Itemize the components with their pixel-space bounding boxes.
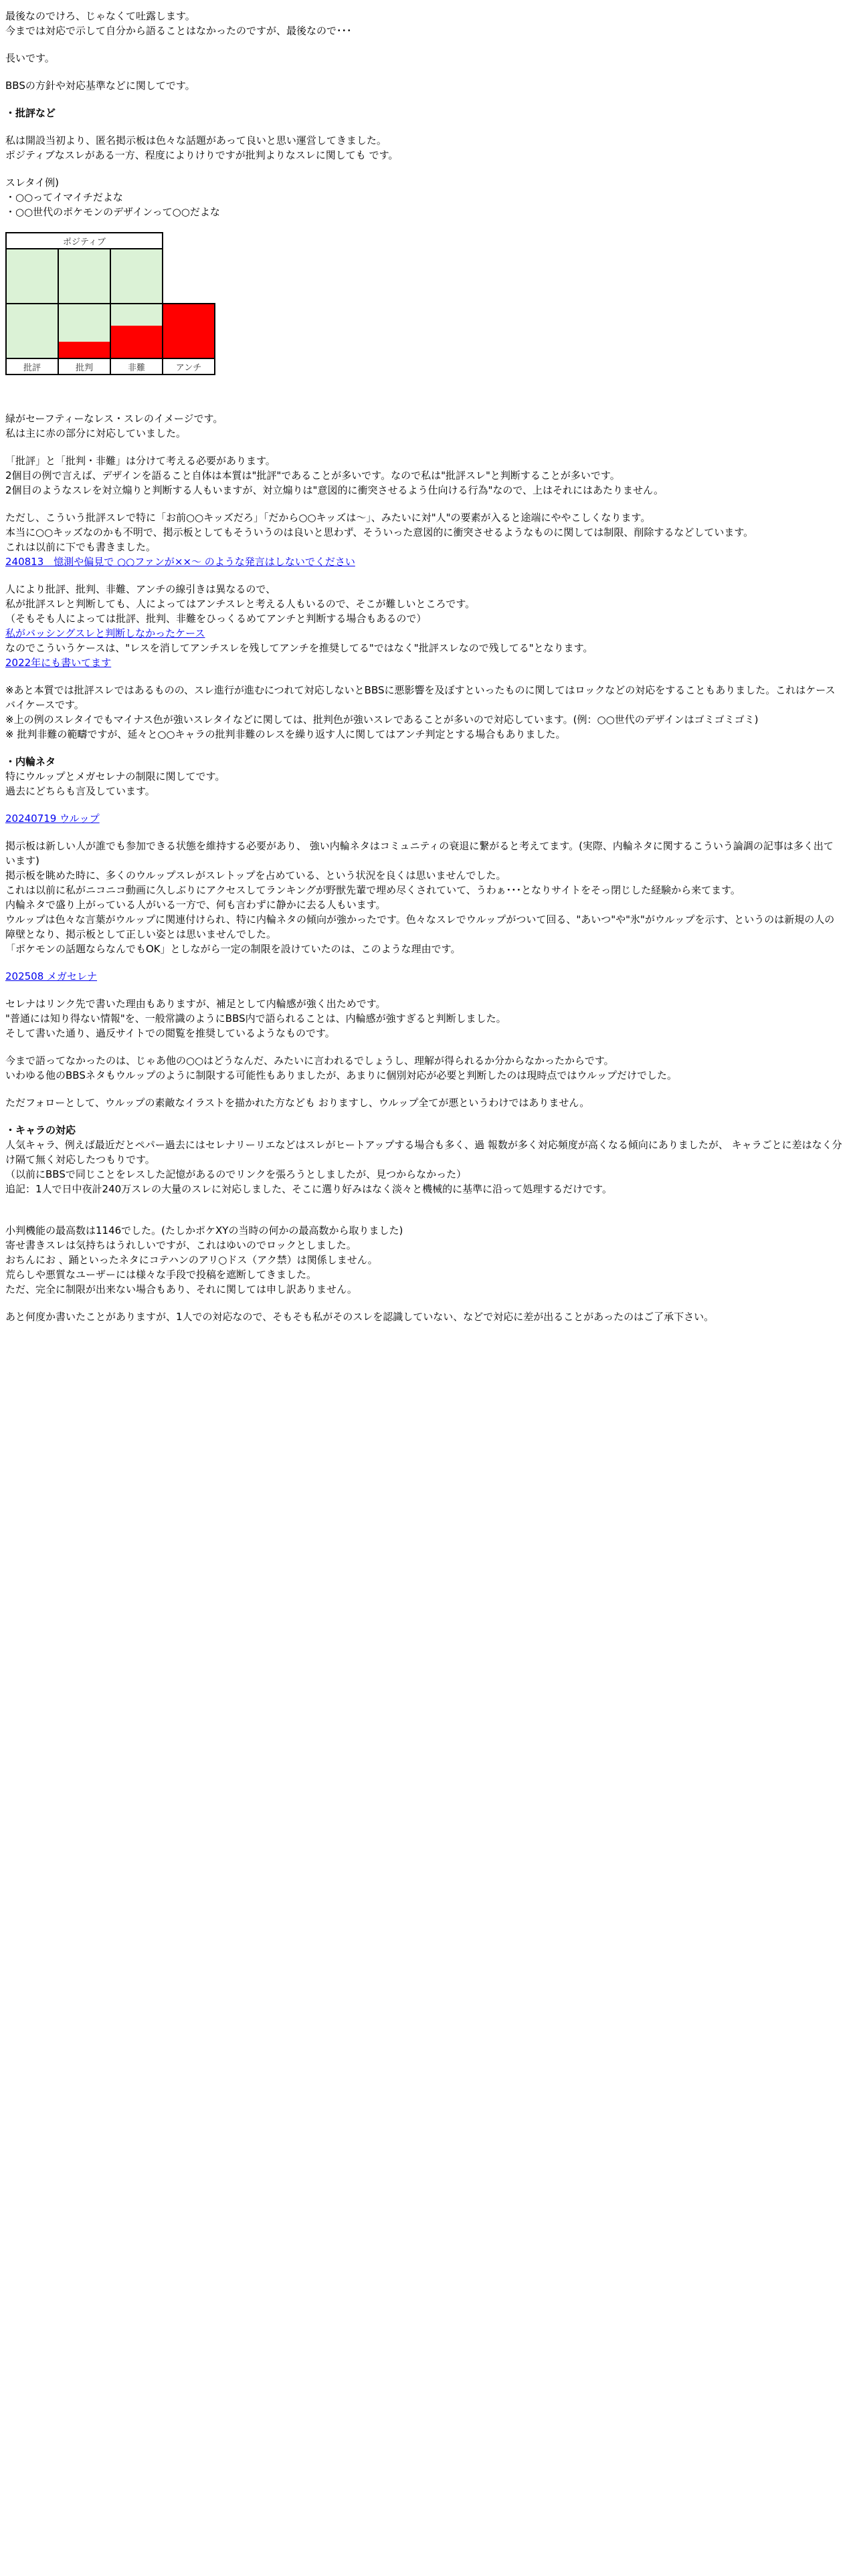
notes-paragraph — [5, 683, 843, 742]
reason-paragraph — [5, 1053, 843, 1083]
text-line: 人により批評、批判、非難、アンチの線引きは異なるので、 — [5, 583, 276, 595]
severity-diagram — [5, 232, 233, 387]
text-line: 私は主に赤の部分に対応していました。 — [5, 427, 187, 439]
people-paragraph — [5, 582, 843, 670]
insider-intro — [5, 769, 843, 798]
bar-green-segment — [59, 304, 110, 342]
example-item: ・○○世代のポケモンのデザインって○○だよな — [5, 206, 220, 218]
note-line: ※あと本質では批評スレではあるものの、スレ進行が進むにつれて対応しないとBBSに悪影響を及ぼすといったものに関してはロックなどの対応をすることもありました。これはケースバイケースです。 — [5, 684, 836, 711]
column-label: アンチ — [163, 358, 215, 374]
insider-body — [5, 839, 843, 956]
text-line: 「批評」と「批判・非難」は分けて考える必要があります。 — [5, 455, 276, 467]
link-2022[interactable]: 2022年にも書いてます — [5, 657, 112, 669]
bar-red-segment — [111, 326, 162, 358]
text-line: ポジティブなスレがある一方、程度によりけりですが批判よりなスレに関しても です。 — [5, 149, 399, 161]
text-line: 小判機能の最高数は1146でした。(たしかポケXYの当時の何かの最高数から取りました) — [5, 1224, 403, 1237]
text-line: これは以前に私がニコニコ動画に久しぶりにアクセスしてランキングが野獣先輩で埋め尽くされていて、うわぁ･･･となりサイトをそっ閉じした経験から来てます。 — [5, 884, 741, 896]
bar-fill — [163, 304, 214, 358]
diagram-cell — [6, 249, 58, 304]
diagram-bar-criticism — [58, 304, 110, 358]
text-line: いわゆる他のBBSネタもウルップのように制限する可能性もありましたが、あまりに個別対応が必要と判断したのは現時点ではウルップだけでした。 — [5, 1069, 677, 1081]
text-line: ただし、こういう批評スレで特に「お前○○キッズだろ」「だから○○キッズは～」、みたいに対"人"の要素が入ると途端にややこしくなります。 — [5, 512, 651, 524]
bar-red-segment — [59, 342, 110, 358]
text-line: 「ポケモンの話題ならなんでもOK」としながら一定の制限を設けていたのは、このような理由です。 — [5, 943, 461, 955]
text-line: そして書いた通り、過反サイトでの閲覧を推奨しているようなものです。 — [5, 1027, 335, 1039]
however-paragraph — [5, 510, 843, 569]
text-line: これは以前に下でも書きました。 — [5, 541, 157, 553]
section-heading-criticism: ・批評など — [5, 107, 56, 119]
severity-table — [5, 232, 215, 375]
section-heading-insider: ・内輪ネタ — [5, 756, 56, 768]
diagram-bar-anti — [163, 304, 215, 358]
column-label: 非難 — [110, 358, 163, 374]
link-240813[interactable]: 240813 憶測や偏見で ○○ファンが××～ のような発言はしないでください — [5, 556, 355, 568]
closing-paragraph: あと何度か書いたことがありますが、1人での対応なので、そもそも私がそのスレを認識していない、などで対応に差が出ることがあったのはご了承下さい。 — [5, 1311, 714, 1323]
policy-note: BBSの方針や対応基準などに関してです。 — [5, 80, 195, 92]
section-heading-characters: ・キャラの対応 — [5, 1124, 76, 1136]
text-line: おちんにお 、踊といったネタにコテハンのアリ○ドス（アク禁）は関係しません。 — [5, 1254, 378, 1266]
text-line: 荒らしや悪質なユーザーには様々な手段で投稿を遮断してきました。 — [5, 1269, 317, 1281]
long-note: 長いです。 — [5, 52, 55, 64]
text-line: 内輪ネタで盛り上がっている人がいる一方で、何も言わずに静かに去る人もいます。 — [5, 899, 386, 911]
diagram-lower-row — [6, 304, 215, 358]
bar-fill — [7, 304, 58, 358]
bar-green-segment — [7, 304, 58, 358]
text-line: 2個目のようなスレを対立煽りと判断する人もいますが、対立煽りは"意図的に衝突させるよう仕向ける行為"なので、上はそれにはあたりません。 — [5, 484, 664, 496]
text-line: 私は開設当初より、匿名掲示板は色々な話題があって良いと思い運営してきました。 — [5, 134, 387, 146]
text-line: （以前にBBSで同じことをレスした記憶があるのでリンクを張ろうとしましたが、見つからなかった） — [5, 1168, 467, 1180]
column-label: 批判 — [58, 358, 110, 374]
text-line: 人気キャラ、例えば最近だとペパー過去にはセレナリーリエなどはスレがヒートアップする場合も多く、過 報数が多く対応頻度が高くなる傾向にありましたが、 キャラごとに差はなく分け隔て無く対応したつもりです。 — [5, 1139, 842, 1166]
misc-paragraph — [5, 1223, 843, 1297]
text-line: 掲示板は新しい人が誰でも参加できる状態を維持する必要があり、 強い内輪ネタはコミュニティの衰退に繋がると考えてます。(実際、内輪ネタに関するこういう論調の記事は多く出ています) — [5, 840, 834, 867]
column-label: 批評 — [6, 358, 58, 374]
diagram-explanation — [5, 411, 843, 441]
intro-paragraph — [5, 9, 843, 38]
bar-fill — [59, 304, 110, 358]
link-ulup[interactable]: 20240719 ウルップ — [5, 813, 100, 825]
diagram-bar-condemnation — [110, 304, 163, 358]
text-line: 寄せ書きスレは気持ちはうれしいですが、これはゆいのでロックとしました。 — [5, 1239, 357, 1251]
bar-fill — [111, 304, 162, 358]
text-line: "普通には知り得ない情報"を、一般常識のようにBBS内で語られることは、内輪感が強すぎると判断しました。 — [5, 1012, 506, 1025]
criticism-paragraph — [5, 133, 843, 163]
characters-paragraph — [5, 1138, 843, 1196]
text-line: 本当に○○キッズなのかも不明で、掲示板としてもそういうのは良いと思わず、そういった意図的に衝突させるようなものに関しては制限、削除するなどしています。 — [5, 526, 754, 538]
text-line: 私が批評スレと判断しても、人によってはアンチスレと考える人もいるので、そこが難しいところです。 — [5, 598, 476, 610]
text-line: 今まで語ってなかったのは、じゃあ他の○○はどうなんだ、みたいに言われるでしょうし、理解が得られるか分からなかったからです。 — [5, 1055, 614, 1067]
intro-line: 今までは対応で示して自分から語ることはなかったのですが、最後なので･･･ — [5, 25, 352, 37]
diagram-cell — [110, 249, 163, 304]
positive-label: ポジティブ — [6, 233, 163, 249]
text-line: 緑がセーフティーなレス・スレのイメージです。 — [5, 413, 223, 425]
note-line: ※ 批判非難の範疇ですが、延々と○○キャラの批判非難のレスを繰り返す人に関してはアンチ判定とする場合もありました。 — [5, 728, 566, 740]
text-line: 2個目の例で言えば、デザインを語ること自体は本質は"批評"であることが多いです。なので私は"批評スレ"と判断することが多いです。 — [5, 469, 620, 481]
text-line: セレナはリンク先で書いた理由もありますが、補足として内輪感が強く出ためです。 — [5, 998, 386, 1010]
text-line: 特にウルップとメガセレナの制限に関してです。 — [5, 770, 225, 782]
bar-red-segment — [163, 304, 214, 358]
text-line: （そもそも人によっては批評、批判、非難をひっくるめてアンチと判断する場合もあるので） — [5, 613, 427, 625]
bar-green-segment — [111, 304, 162, 326]
diagram-cell — [58, 249, 110, 304]
example-title: スレタイ例) — [5, 177, 59, 189]
diagram-bar-critique — [6, 304, 58, 358]
intro-line: 最後なのでけろ、じゃなくて吐露します。 — [5, 10, 195, 22]
serena-paragraph — [5, 996, 843, 1041]
note-line: ※上の例のスレタイでもマイナス色が強いスレタイなどに関しては、批判色が強いスレであることが多いので対応しています。(例：○○世代のデザインはゴミゴミゴミ) — [5, 714, 759, 726]
example-item: ・○○ってイマイチだよな — [5, 191, 123, 203]
example-list — [5, 175, 843, 219]
diagram-labels — [6, 358, 215, 374]
text-line: 掲示板を眺めた時に、多くのウルップスレがスレトップを占めている、という状況を良くは思いませんでした。 — [5, 869, 506, 881]
link-mega-serena[interactable]: 202508 メガセレナ — [5, 970, 98, 982]
link-bashing-case[interactable]: 私がバッシングスレと判断しなかったケース — [5, 627, 205, 639]
text-line: 過去にどちらも言及しています。 — [5, 785, 155, 797]
text-line: ウルップは色々な言葉がウルップに関連付けられ、特に内輪ネタの傾向が強かったです。色々なスレでウルップがついて回る、"あいつ"や"氷"がウルップを示す、というのは新規の人の障壁となり、掲示板として正しい姿とは思いませんでした。 — [5, 914, 835, 940]
split-paragraph — [5, 453, 843, 498]
text-line: なのでこういうケースは、"レスを消してアンチスレを残してアンチを推奨してる"ではなく"批評スレなので残してる"となります。 — [5, 642, 593, 654]
diagram-upper-row — [6, 249, 215, 304]
text-line: 追記：1人で日中夜計240万スレの大量のスレに対応しました、そこに選り好みはなく淡々と機械的に基準に沿って処理するだけです。 — [5, 1183, 612, 1195]
follow-paragraph: ただフォローとして、ウルップの素敵なイラストを描かれた方なども おりますし、ウルップ全てが悪というわけではありません。 — [5, 1097, 590, 1109]
text-line: ただ、完全に制限が出来ない場合もあり、それに関しては申し訳ありません。 — [5, 1283, 357, 1295]
